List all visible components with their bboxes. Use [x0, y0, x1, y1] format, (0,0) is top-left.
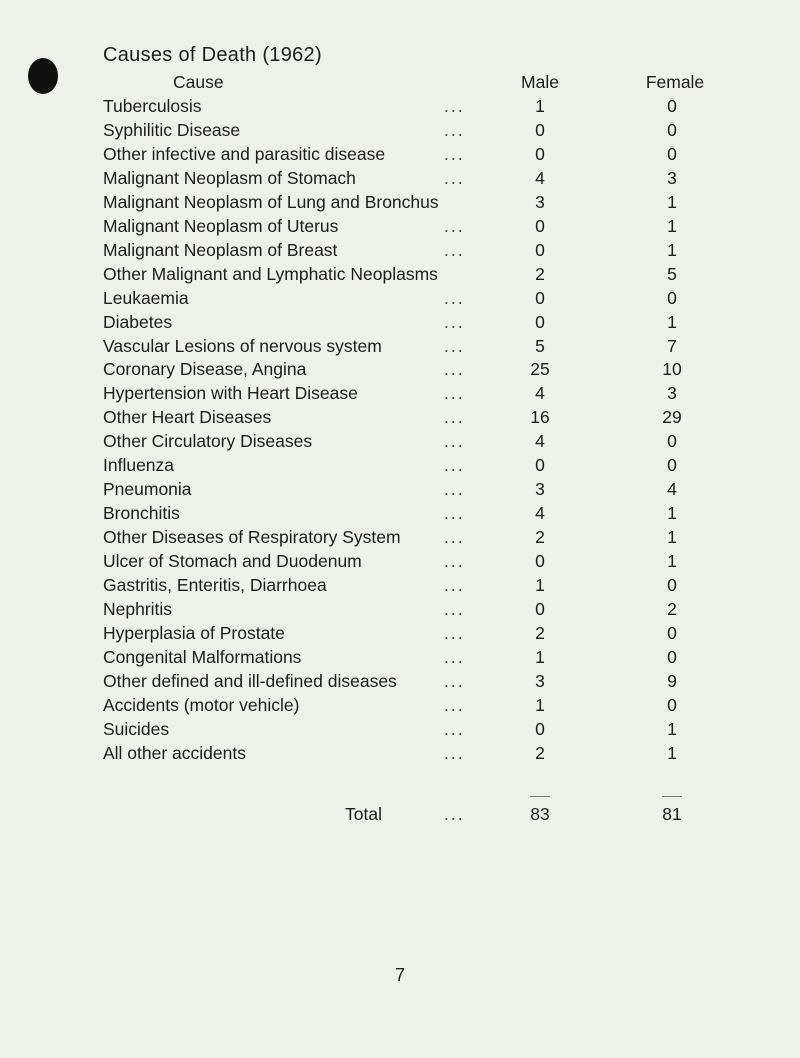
row-cause: Other Heart Diseases — [103, 407, 272, 428]
row-cause: Nephritis — [103, 598, 173, 619]
row-male-value: 3 — [535, 670, 545, 691]
row-female-value: 0 — [667, 143, 677, 164]
row-leader-dots: ... — [444, 239, 465, 260]
table-row — [0, 573, 800, 597]
table-row — [0, 669, 800, 693]
row-cause: Hypertension with Heart Disease — [103, 383, 358, 404]
row-leader-dots: ... — [444, 742, 465, 763]
total-leader-dots: ... — [444, 804, 465, 824]
row-male-value: 0 — [535, 215, 545, 236]
row-female-value: 3 — [667, 383, 677, 404]
row-leader-dots: ... — [444, 646, 465, 667]
row-male-value: 1 — [535, 646, 545, 667]
row-female-value: 1 — [667, 551, 677, 572]
row-male-value: 4 — [535, 431, 545, 452]
row-cause: Bronchitis — [103, 503, 180, 524]
table-row — [0, 142, 800, 166]
row-female-value: 7 — [667, 335, 677, 356]
row-cause: Hyperplasia of Prostate — [103, 622, 285, 643]
table-row — [0, 549, 800, 573]
row-cause: Malignant Neoplasm of Lung and Bronchus — [103, 191, 439, 212]
row-female-value: 3 — [667, 167, 677, 188]
page-number: 7 — [394, 965, 405, 985]
row-female-value: 0 — [667, 431, 677, 452]
row-male-value: 25 — [530, 359, 550, 380]
row-cause: Malignant Neoplasm of Uterus — [103, 215, 339, 236]
table-row — [0, 645, 800, 669]
row-leader-dots: ... — [444, 622, 465, 643]
row-cause: Pneumonia — [103, 479, 192, 500]
row-cause: Malignant Neoplasm of Stomach — [103, 167, 356, 188]
table-row — [0, 118, 800, 142]
row-female-value: 0 — [667, 646, 677, 667]
table-row — [0, 693, 800, 717]
table-row — [0, 429, 800, 453]
row-cause: Leukaemia — [103, 287, 189, 308]
table-row — [0, 166, 800, 190]
row-cause: Other infective and parasitic disease — [103, 143, 386, 164]
row-leader-dots: ... — [444, 670, 465, 691]
row-male-value: 4 — [535, 167, 545, 188]
table-row — [0, 405, 800, 429]
row-cause: Influenza — [103, 455, 175, 476]
row-male-value: 0 — [535, 598, 545, 619]
row-male-value: 16 — [530, 407, 550, 428]
row-leader-dots: ... — [444, 215, 465, 236]
row-female-value: 0 — [667, 119, 677, 140]
row-cause: Coronary Disease, Angina — [103, 359, 307, 380]
row-male-value: 2 — [535, 742, 545, 763]
row-male-value: 0 — [535, 551, 545, 572]
row-leader-dots: ... — [444, 167, 465, 188]
row-leader-dots: ... — [444, 575, 465, 595]
row-male-value: 0 — [535, 143, 545, 164]
row-female-value: 9 — [667, 670, 677, 691]
row-cause: Syphilitic Disease — [103, 119, 241, 140]
row-female-value: 4 — [667, 479, 677, 500]
table-row — [0, 477, 800, 501]
row-male-value: 0 — [535, 455, 545, 476]
row-male-value: 3 — [535, 479, 545, 500]
row-cause: Accidents (motor vehicle) — [103, 694, 300, 715]
row-male-value: 4 — [535, 503, 545, 524]
row-female-value: 1 — [667, 311, 677, 332]
row-leader-dots: ... — [444, 359, 465, 380]
row-leader-dots: ... — [444, 598, 465, 619]
total-label: Total — [345, 804, 382, 824]
table-row — [0, 501, 800, 525]
row-leader-dots: ... — [444, 431, 465, 452]
row-female-value: 1 — [667, 527, 677, 548]
row-female-value: 0 — [667, 455, 677, 476]
row-male-value: 3 — [535, 191, 545, 212]
row-male-value: 0 — [535, 119, 545, 140]
row-cause: Suicides — [103, 718, 170, 739]
total-row — [0, 802, 800, 826]
table-row — [0, 717, 800, 741]
row-male-value: 1 — [535, 575, 545, 595]
row-cause: Malignant Neoplasm of Breast — [103, 239, 338, 260]
row-male-value: 0 — [535, 718, 545, 739]
row-male-value: 0 — [535, 239, 545, 260]
row-cause: Other Malignant and Lymphatic Neoplasms — [103, 263, 438, 284]
row-cause: Tuberculosis — [103, 96, 202, 116]
row-cause: Other Diseases of Respiratory System — [103, 527, 401, 548]
row-leader-dots: ... — [444, 383, 465, 404]
table-row — [0, 453, 800, 477]
table-row — [0, 94, 800, 118]
total-male: 83 — [530, 804, 550, 824]
header-female: Female — [645, 72, 705, 92]
total-female: 81 — [662, 804, 682, 824]
row-male-value: 4 — [535, 383, 545, 404]
row-female-value: 0 — [667, 287, 677, 308]
table-row — [0, 286, 800, 310]
row-leader-dots: ... — [444, 287, 465, 308]
row-leader-dots: ... — [444, 335, 465, 356]
row-leader-dots: ... — [444, 718, 465, 739]
row-female-value: 1 — [667, 742, 677, 763]
row-leader-dots: ... — [444, 503, 465, 524]
row-leader-dots: ... — [444, 407, 465, 428]
row-female-value: 1 — [667, 215, 677, 236]
row-male-value: 2 — [535, 622, 545, 643]
row-cause: Other Circulatory Diseases — [103, 431, 313, 452]
table-row — [0, 621, 800, 645]
row-leader-dots: ... — [444, 694, 465, 715]
table-header — [0, 70, 800, 94]
row-female-value: 1 — [667, 191, 677, 212]
table-row — [0, 597, 800, 621]
row-leader-dots: ... — [444, 551, 465, 572]
header-male: Male — [521, 72, 559, 92]
table-row — [0, 310, 800, 334]
row-female-value: 0 — [667, 96, 677, 116]
row-cause: Other defined and ill-defined diseases — [103, 670, 397, 691]
row-cause: Congenital Malformations — [103, 646, 302, 667]
row-leader-dots: ... — [444, 119, 465, 140]
male-total-rule — [530, 796, 550, 797]
row-female-value: 0 — [667, 694, 677, 715]
row-cause: All other accidents — [103, 742, 246, 763]
table-row — [0, 357, 800, 381]
row-female-value: 10 — [662, 359, 682, 380]
table-row — [0, 214, 800, 238]
row-female-value: 0 — [667, 622, 677, 643]
row-male-value: 5 — [535, 335, 545, 356]
row-female-value: 5 — [667, 263, 677, 284]
row-male-value: 0 — [535, 287, 545, 308]
row-male-value: 1 — [535, 694, 545, 715]
row-female-value: 1 — [667, 239, 677, 260]
table-row — [0, 190, 800, 214]
page-title: Causes of Death (1962) — [103, 44, 322, 66]
table-row — [0, 334, 800, 358]
row-leader-dots: ... — [444, 527, 465, 548]
row-male-value: 0 — [535, 311, 545, 332]
row-male-value: 1 — [535, 96, 545, 116]
row-female-value: 1 — [667, 718, 677, 739]
row-male-value: 2 — [535, 527, 545, 548]
female-total-rule — [662, 796, 682, 797]
row-female-value: 29 — [662, 407, 682, 428]
row-female-value: 1 — [667, 503, 677, 524]
row-female-value: 0 — [667, 575, 677, 595]
row-cause: Diabetes — [103, 311, 173, 332]
table-row — [0, 525, 800, 549]
table-row — [0, 238, 800, 262]
row-cause: Ulcer of Stomach and Duodenum — [103, 551, 362, 572]
row-leader-dots: ... — [444, 143, 465, 164]
row-leader-dots: ... — [444, 479, 465, 500]
row-male-value: 2 — [535, 263, 545, 284]
row-leader-dots: ... — [444, 455, 465, 476]
row-cause: Gastritis, Enteritis, Diarrhoea — [103, 575, 327, 595]
table-row — [0, 262, 800, 286]
row-leader-dots: ... — [444, 311, 465, 332]
row-cause: Vascular Lesions of nervous system — [103, 335, 382, 356]
row-leader-dots: ... — [444, 96, 465, 116]
header-cause: Cause — [173, 72, 224, 92]
row-female-value: 2 — [667, 598, 677, 619]
table-row — [0, 741, 800, 765]
table-row — [0, 381, 800, 405]
